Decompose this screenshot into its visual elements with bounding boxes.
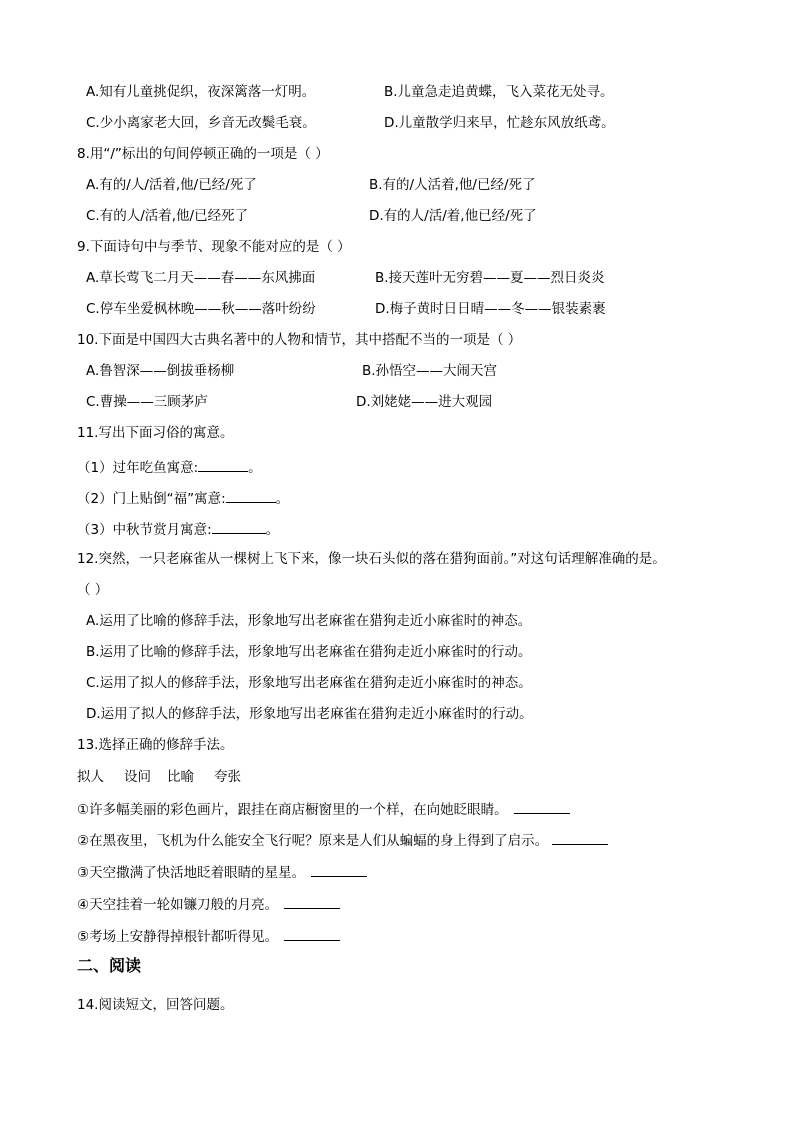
choice-personification: 拟人 <box>77 769 104 785</box>
q13-sentence-3: ③天空撒满了快活地眨着眼睛的星星。 <box>77 862 367 882</box>
answer-blank[interactable] <box>212 519 266 534</box>
q12-option-b: B.运用了比喻的修辞手法，形象地写出老麻雀在猎狗走近小麻雀时的行动。 <box>86 644 532 660</box>
q13-sentence-4: ④天空挂着一轮如镰刀般的月亮。 <box>77 894 340 914</box>
q12-option-d: D.运用了拟人的修辞手法，形象地写出老麻雀在猎狗走近小麻雀时的行动。 <box>86 706 533 722</box>
q13-sentence-5: ⑤考场上安静得掉根针都听得见。 <box>77 926 340 946</box>
q7-option-b: B.儿童急走追黄蝶，飞入菜花无处寻。 <box>384 84 614 100</box>
answer-blank[interactable] <box>311 862 367 877</box>
answer-blank[interactable] <box>552 830 608 845</box>
section-heading-reading: 二、阅读 <box>77 956 142 975</box>
q7-option-d: D.儿童散学归来早，忙趁东风放纸鸢。 <box>384 115 615 131</box>
choice-rhetorical-question: 设问 <box>124 769 151 785</box>
q8-stem: 8.用“/”标出的句间停顿正确的一项是（ ） <box>77 146 329 162</box>
answer-blank[interactable] <box>226 488 276 503</box>
q12-stem: 12.突然，一只老麻雀从一棵树上飞下来，像一块石头似的落在猎狗面前。”对这句话理解准确的是。 <box>77 551 666 567</box>
q11-item-3: （3）中秋节赏月寓意: 。 <box>77 519 279 539</box>
choice-hyperbole: 夸张 <box>214 769 241 785</box>
answer-blank[interactable] <box>514 799 570 814</box>
choice-metaphor: 比喻 <box>167 769 194 785</box>
answer-blank[interactable] <box>198 457 248 472</box>
q8-option-c: C.有的人/活着,他/已经死了 <box>86 208 249 224</box>
q8-option-b: B.有的/人活着,他/已经/死了 <box>369 177 536 193</box>
answer-blank[interactable] <box>284 894 340 909</box>
q13-sentence-1: ①许多幅美丽的彩色画片，跟挂在商店橱窗里的一个样，在向她眨眼睛。 <box>77 799 570 819</box>
q8-option-d: D.有的人/活/着,他已经/死了 <box>369 208 537 224</box>
q8-option-a: A.有的/人/活着,他/已经/死了 <box>86 177 257 193</box>
q9-option-b: B.接天莲叶无穷碧——夏——烈日炎炎 <box>375 270 605 286</box>
q10-option-a: A.鲁智深——倒拔垂杨柳 <box>86 363 235 379</box>
q13-choices <box>77 768 241 786</box>
q14-stem: 14.阅读短文，回答问题。 <box>77 997 234 1013</box>
q9-option-d: D.梅子黄时日日晴——冬——银装素裹 <box>375 301 606 317</box>
q11-item-1: （1）过年吃鱼寓意: 。 <box>77 457 262 477</box>
q13-stem: 13.选择正确的修辞手法。 <box>77 737 234 753</box>
q9-option-a: A.草长莺飞二月天——春——东风拂面 <box>86 270 316 286</box>
q10-option-c: C.曹操——三顾茅庐 <box>86 394 208 410</box>
answer-blank[interactable] <box>284 926 340 941</box>
q13-sentence-2: ②在黑夜里，飞机为什么能安全飞行呢？原来是人们从蝙蝠的身上得到了启示。 <box>77 830 608 850</box>
q11-item-2: （2）门上贴倒“福”寓意: 。 <box>77 488 289 508</box>
q9-option-c: C.停车坐爱枫林晚——秋——落叶纷纷 <box>86 301 316 317</box>
q12-option-a: A.运用了比喻的修辞手法，形象地写出老麻雀在猎狗走近小麻雀时的神态。 <box>86 613 532 629</box>
q11-stem: 11.写出下面习俗的寓意。 <box>77 425 234 441</box>
q9-stem: 9.下面诗句中与季节、现象不能对应的是（ ） <box>77 239 351 255</box>
q7-option-a: A.知有儿童挑促织，夜深篱落一灯明。 <box>86 84 316 100</box>
q12-option-c: C.运用了拟人的修辞手法，形象地写出老麻雀在猎狗走近小麻雀时的神态。 <box>86 675 532 691</box>
q7-option-c: C.少小离家老大回，乡音无改鬓毛衰。 <box>86 115 316 131</box>
q10-stem: 10.下面是中国四大古典名著中的人物和情节，其中搭配不当的一项是（ ） <box>77 332 522 348</box>
q10-option-b: B.孙悟空——大闹天宫 <box>362 363 498 379</box>
q12-paren: （ ） <box>77 582 109 598</box>
q10-option-d: D.刘姥姥——进大观园 <box>356 394 493 410</box>
